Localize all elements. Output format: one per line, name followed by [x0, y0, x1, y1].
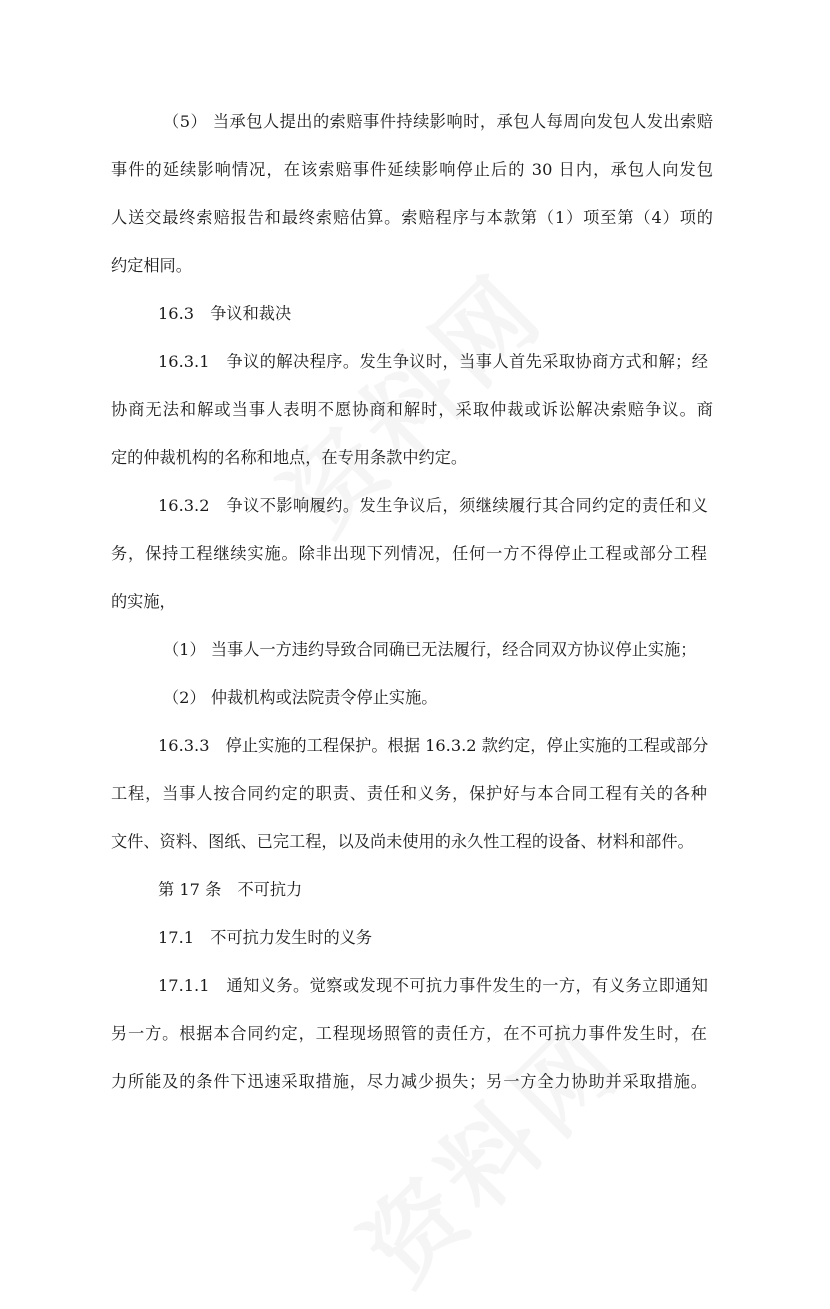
list-item: （1） 当事人一方违约导致合同确已无法履行，经合同双方协议停止实施； — [163, 640, 697, 659]
paragraph-line: 定的仲裁机构的名称和地点，在专用条款中约定。 — [111, 448, 468, 467]
paragraph-line: 力所能及的条件下迅速采取措施，尽力减少损失；另一方全力协助并采取措施。 — [111, 1072, 707, 1091]
paragraph-line: 16.3.2 争议不影响履约。发生争议后，须继续履行其合同约定的责任和义 — [158, 496, 708, 515]
paragraph-line: 人送交最终索赔报告和最终索赔估算。索赔程序与本款第（1）项至第（4）项的 — [111, 208, 713, 227]
section-heading: 16.3 争议和裁决 — [158, 304, 292, 323]
paragraph-line: 约定相同。 — [111, 256, 192, 275]
list-item: （2） 仲裁机构或法院责令停止实施。 — [163, 688, 438, 707]
paragraph-line: （5） 当承包人提出的索赔事件持续影响时，承包人每周向发包人发出索赔 — [163, 112, 713, 131]
paragraph-line: 文件、资料、图纸、已完工程，以及尚未使用的永久性工程的设备、材料和部件。 — [111, 832, 694, 851]
paragraph-line: 16.3.1 争议的解决程序。发生争议时，当事人首先采取协商方式和解；经 — [158, 352, 708, 371]
paragraph-line: 工程，当事人按合同约定的职责、责任和义务，保护好与本合同工程有关的各种 — [111, 784, 707, 803]
paragraph-line: 务，保持工程继续实施。除非出现下列情况，任何一方不得停止工程或部分工程 — [111, 544, 707, 563]
section-heading: 17.1 不可抗力发生时的义务 — [158, 928, 373, 947]
paragraph-line: 的实施， — [111, 592, 176, 611]
paragraph-line: 另一方。根据本合同约定，工程现场照管的责任方，在不可抗力事件发生时，在 — [111, 1024, 707, 1043]
paragraph-line: 17.1.1 通知义务。觉察或发现不可抗力事件发生的一方，有义务立即通知 — [158, 976, 708, 995]
paragraph-line: 16.3.3 停止实施的工程保护。根据 16.3.2 款约定，停止实施的工程或部分 — [158, 736, 709, 755]
paragraph-line: 事件的延续影响情况，在该索赔事件延续影响停止后的 30 日内，承包人向发包 — [111, 160, 713, 179]
paragraph-line: 协商无法和解或当事人表明不愿协商和解时，采取仲裁或诉讼解决索赔争议。商 — [111, 400, 713, 419]
article-heading: 第 17 条 不可抗力 — [158, 880, 303, 899]
